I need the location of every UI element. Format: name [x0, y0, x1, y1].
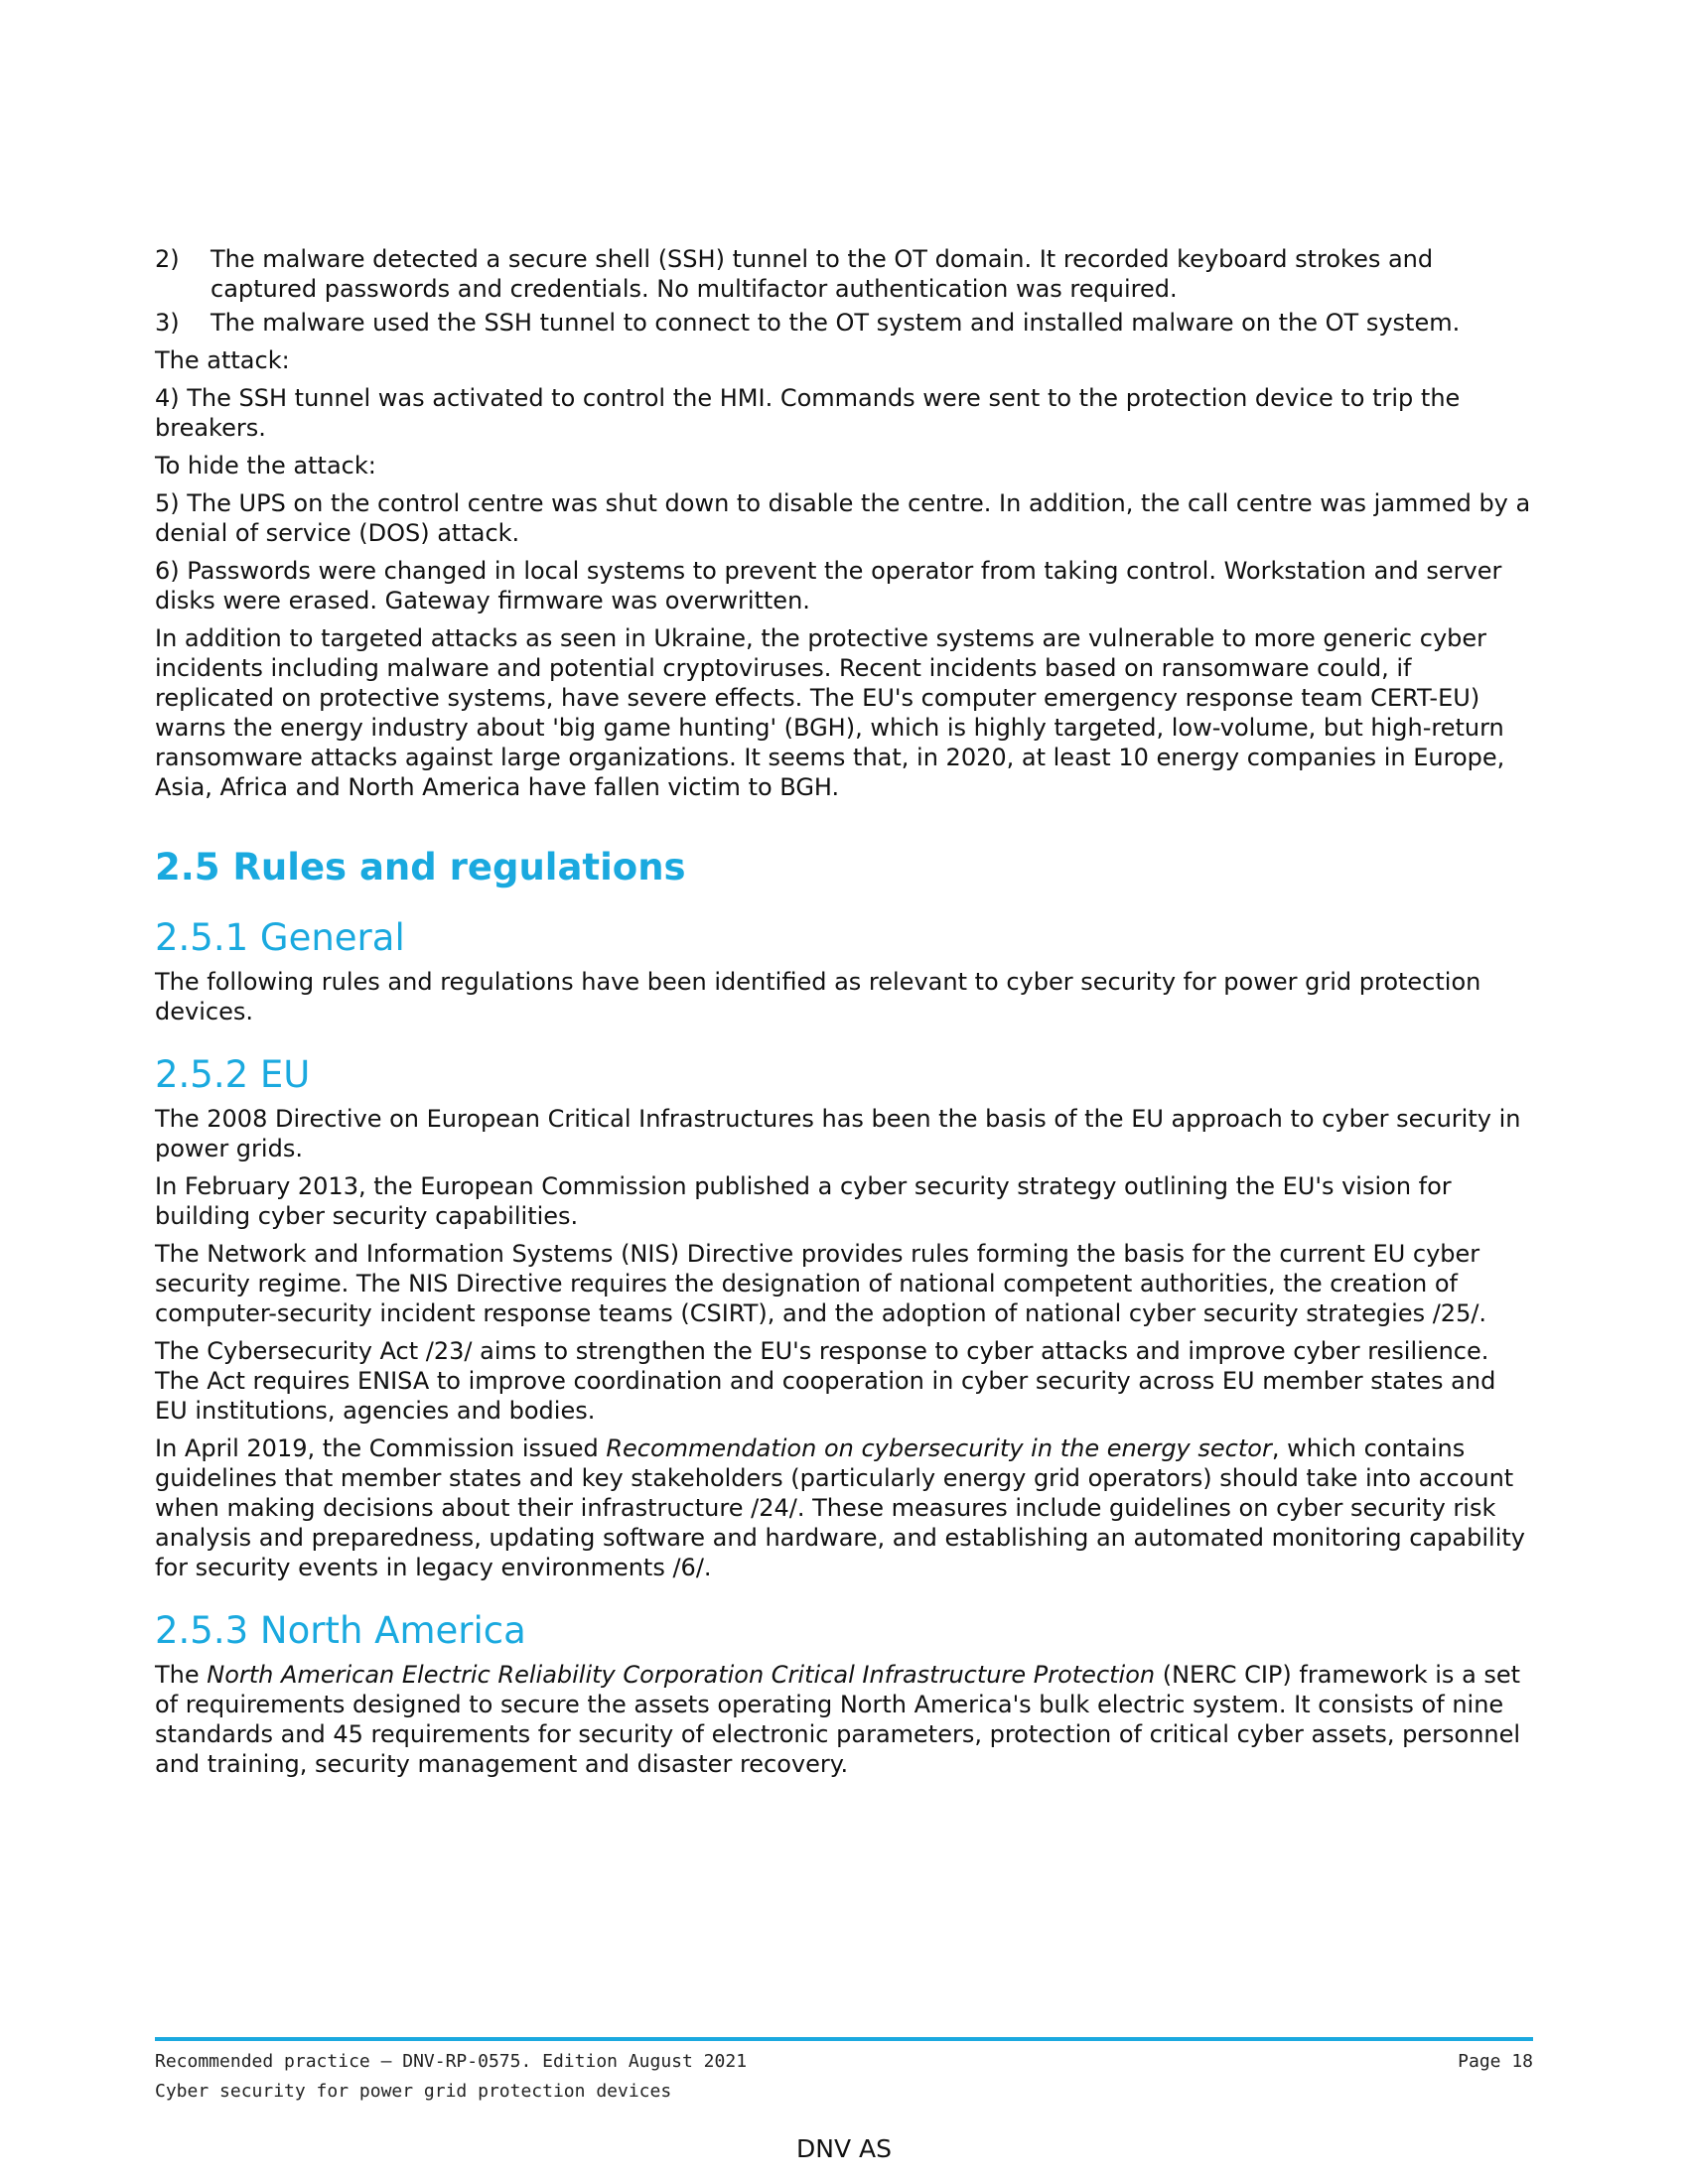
- targeted-attacks-paragraph: In addition to targeted attacks as seen in Ukraine, the protective systems are vulnerable to more generic cyber incidents including malware and potential cryptoviruses. Recent incidents based on ransomware could, if replicated on protective systems, have severe effects. The EU's computer emergency response team CERT-EU) warns the energy industry about 'big game hunting' (BGH), which is highly targeted, low-volume, but high-return ransomware attacks against large organizations. It seems that, in 2020, at least 10 energy companies in Europe, Asia, Africa and North America have fallen victim to BGH.: [155, 624, 1505, 801]
- list-item-number: 2): [155, 245, 180, 273]
- eu-paragraph-5-lead: In April 2019, the Commission issued: [155, 1434, 607, 1462]
- hide-step-5: 5) The UPS on the control centre was shut down to disable the centre. In addition, the call centre was jammed by a denial of service (DOS) attack.: [155, 489, 1531, 547]
- north-america-paragraph: [155, 1660, 1533, 1779]
- attack-step-4: 4) The SSH tunnel was activated to control the HMI. Commands were sent to the protection device to trip the breakers.: [155, 384, 1461, 442]
- list-item-number: 3): [155, 309, 180, 337]
- section-heading-rules: 2.5 Rules and regulations: [155, 846, 686, 888]
- page-footer: [155, 2047, 1533, 2107]
- footer-document-title: Cyber security for power grid protection devices: [155, 2081, 672, 2102]
- list-item-text: The malware detected a secure shell (SSH) tunnel to the OT domain. It recorded keyboard strokes and captured passwords and credentials. No multifactor authentication was required.: [211, 245, 1434, 303]
- company-name: DNV AS: [796, 2134, 892, 2163]
- north-america-paragraph-lead: The: [155, 1661, 208, 1689]
- eu-paragraph-3: The Network and Information Systems (NIS) Directive provides rules forming the basis for the current EU cyber security regime. The NIS Directive requires the designation of national competent authorities, the creation of computer-security incident response teams (CSIRT), and the adoption of national cyber security strategies /25/.: [155, 1240, 1487, 1327]
- subsection-heading-eu: 2.5.2 EU: [155, 1053, 311, 1096]
- nerc-cip-title: North American Electric Reliability Corporation Critical Infrastructure Protection: [207, 1661, 1156, 1689]
- attack-label: The attack:: [155, 346, 290, 374]
- list-item: [155, 308, 1533, 338]
- hide-step-6: 6) Passwords were changed in local systems to prevent the operator from taking control. Workstation and server disks were erased. Gateway firmware was overwritten.: [155, 557, 1502, 614]
- eu-paragraph-5-rest: , which contains guidelines that member states and key stakeholders (particularly energy grid operators) should take into account when making decisions about their infrastructure /24/. These measures include guidelines on cyber security risk analysis and preparedness, updating software and hardware, and establishing an automated monitoring capability for security events in legacy environments /6/.: [155, 1434, 1525, 1581]
- footer-divider: [155, 2037, 1533, 2041]
- recommendation-title: Recommendation on cybersecurity in the energy sector: [606, 1434, 1272, 1462]
- eu-paragraph-5: [155, 1433, 1533, 1582]
- page-content: [155, 244, 1533, 1787]
- eu-paragraph-2: In February 2013, the European Commission published a cyber security strategy outlining the EU's vision for building cyber security capabilities.: [155, 1172, 1452, 1230]
- eu-paragraph-1: The 2008 Directive on European Critical Infrastructures has been the basis of the EU approach to cyber security in power grids.: [155, 1105, 1521, 1162]
- eu-paragraph-4: The Cybersecurity Act /23/ aims to strengthen the EU's response to cyber attacks and improve cyber resilience. The Act requires ENISA to improve coordination and cooperation in cyber security across EU member states and EU institutions, agencies and bodies.: [155, 1337, 1496, 1425]
- footer-document-reference: Recommended practice — DNV-RP-0575. Edition August 2021: [155, 2051, 748, 2072]
- subsection-heading-general: 2.5.1 General: [155, 916, 405, 959]
- north-america-paragraph-rest: (NERC CIP) framework is a set of requirements designed to secure the assets operating North America's bulk electric system. It consists of nine standards and 45 requirements for security of electronic parameters, protection of critical cyber assets, personnel and training, security management and disaster recovery.: [155, 1661, 1521, 1778]
- list-item-text: The malware used the SSH tunnel to connect to the OT system and installed malware on the OT system.: [211, 309, 1461, 337]
- attack-steps-list: [155, 244, 1533, 338]
- list-item: [155, 244, 1533, 304]
- footer-page-number: Page 18: [1458, 2051, 1533, 2072]
- general-paragraph: The following rules and regulations have been identified as relevant to cyber security for power grid protection devices.: [155, 968, 1481, 1025]
- subsection-heading-north-america: 2.5.3 North America: [155, 1609, 526, 1652]
- hide-label: To hide the attack:: [155, 452, 376, 479]
